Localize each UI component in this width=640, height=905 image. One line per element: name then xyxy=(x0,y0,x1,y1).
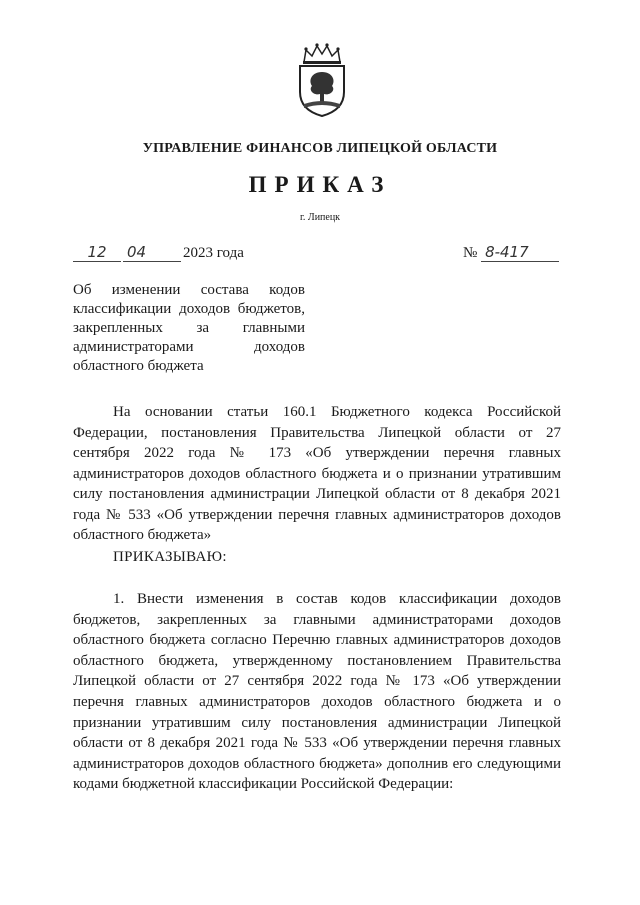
document-subject: Об изменении состава кодов классификации доходов бюджетов, закрепленных за главными администраторами доходов областного бюджета xyxy=(73,282,305,374)
handwritten-day: 12 xyxy=(73,243,121,262)
orders-heading: ПРИКАЗЫВАЮ: xyxy=(113,549,227,565)
handwritten-number: 8-417 xyxy=(481,243,559,262)
document-number xyxy=(463,243,561,262)
date-year-text: 2023 года xyxy=(183,245,244,261)
document-type-title: ПРИКАЗ xyxy=(248,172,392,197)
clause-1-paragraph: 1. Внести изменения в состав кодов классификации доходов бюджетов, закрепленных за главными администраторами доходов областного бюджета согласно Перечню главных администраторов доходов областного бюджета, утвержденному постановлением Правительства Липецкой области от 27 сентября 2022 года № 173 «Об утверждении перечня главных администраторов доходов областного бюджета и о признании утратившим силу постановления администрации Липецкой области от 8 декабря 2021 года № 533 «Об утверждении перечня главных администраторов доходов областного бюджета» дополнив его следующими кодами бюджетной классификации Российской Федерации: xyxy=(73,591,561,793)
number-sign: № xyxy=(463,245,478,261)
document-date xyxy=(73,243,244,262)
crown-icon xyxy=(304,46,340,62)
handwritten-month: 04 xyxy=(123,243,181,262)
preamble-paragraph: На основании статьи 160.1 Бюджетного кодекса Российской Федерации, постановления Правительства Липецкой области от 27 сентября 2022 года № 173 «Об утверждении перечня главных администраторов доходов областного бюджета и о признании утратившим силу постановления администрации Липецкой области от 8 декабря 2021 года № 533 «Об утверждении перечня главных администраторов доходов областного бюджета» xyxy=(73,404,561,543)
city-label: г. Липецк xyxy=(299,212,341,223)
organization-title: УПРАВЛЕНИЕ ФИНАНСОВ ЛИПЕЦКОЙ ОБЛАСТИ xyxy=(142,141,498,156)
oak-tree-icon xyxy=(310,72,333,104)
coat-of-arms-emblem xyxy=(290,42,354,118)
